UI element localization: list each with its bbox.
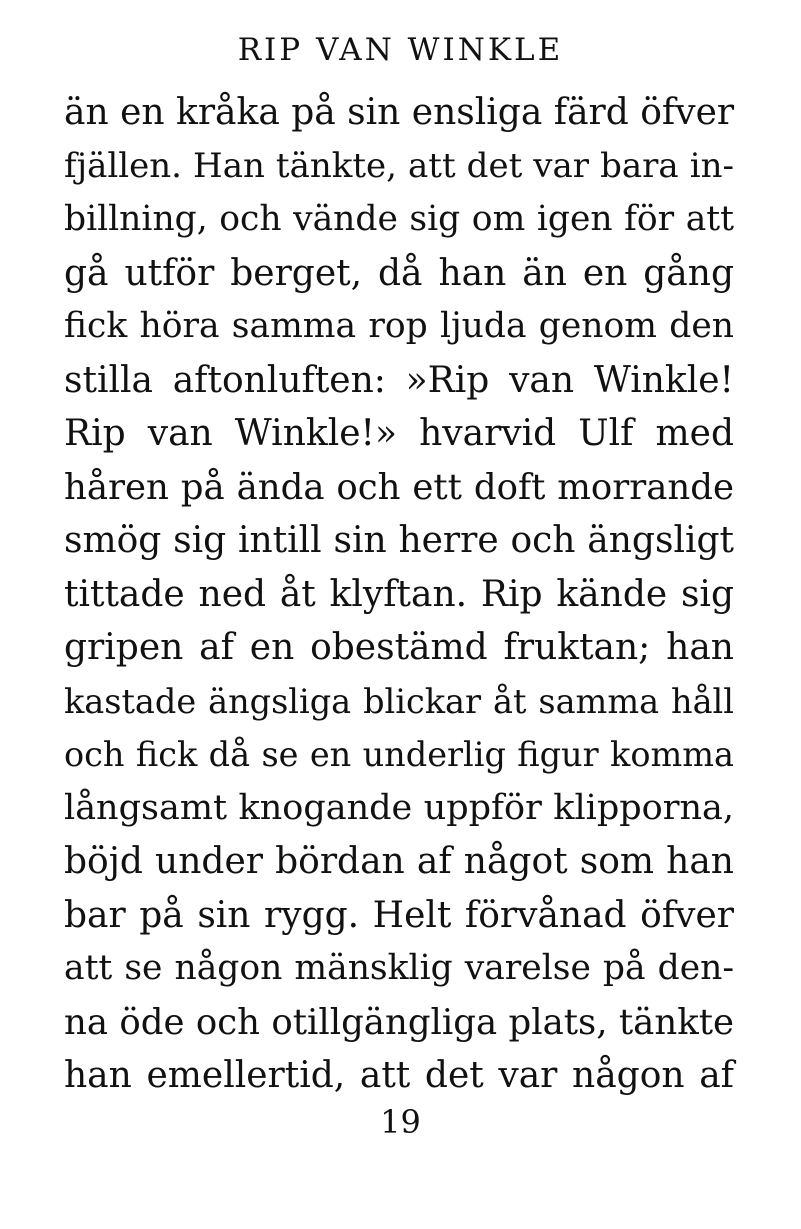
- text-line: smög sig intill sin herre och ängsligt: [64, 520, 734, 561]
- text-line: bar på sin rygg. Helt förvånad öfver: [64, 894, 734, 936]
- text-line: långsamt knogande uppför klipporna,: [64, 787, 734, 828]
- page-number: 19: [380, 1103, 421, 1141]
- text-line: fjällen. Han tänkte, att det var bara in-: [64, 145, 734, 186]
- running-header: RIP VAN WINKLE: [237, 32, 564, 68]
- text-line: Rip van Winkle!» hvarvid Ulf med: [64, 413, 734, 454]
- text-line: fick höra samma rop ljuda genom den: [64, 306, 734, 346]
- text-line: gå utför berget, då han än en gång: [64, 252, 734, 294]
- text-line: och fick då se en underlig figur komma: [64, 735, 734, 774]
- text-line: na öde och otillgängliga plats, tänkte: [64, 1001, 734, 1043]
- text-line: stilla aftonluften: »Rip van Winkle!: [64, 359, 734, 401]
- text-line: böjd under bördan af något som han: [64, 841, 734, 882]
- text-line: tittade ned åt klyftan. Rip kände sig: [64, 573, 734, 615]
- text-line: att se någon mänsklig varelse på den-: [64, 948, 734, 988]
- text-line: kastade ängsliga blickar åt samma håll: [64, 681, 734, 721]
- body-text: [64, 86, 734, 1103]
- text-line: han emellertid, att det var någon af: [64, 1055, 734, 1096]
- text-line: än en kråka på sin ensliga färd öfver: [64, 92, 735, 133]
- text-line: håren på ända och ett doft morrande: [64, 466, 734, 508]
- text-line: billning, och vände sig om igen för att: [64, 199, 734, 239]
- text-line: gripen af en obestämd fruktan; han: [64, 627, 734, 668]
